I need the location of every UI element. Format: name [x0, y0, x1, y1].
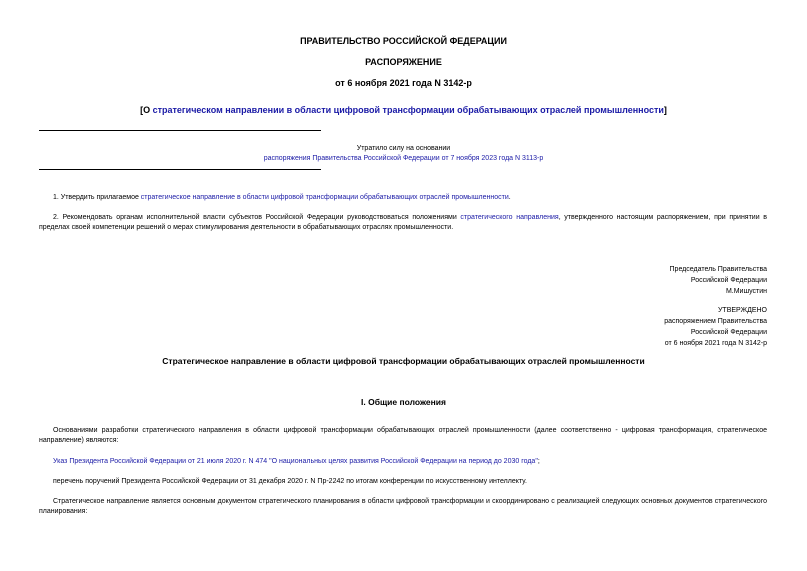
intro-paragraph: Основаниями разработки стратегического направления в области цифровой трансформации обрабатывающих отраслей промышленности (далее соответственно - цифровая трансформация, стратегическое направление) являются:	[39, 427, 767, 444]
ukaz-item	[39, 457, 767, 467]
repeal-link[interactable]: распоряжения Правительства Российской Федерации от 7 ноября 2023 года N 3113-р	[263, 155, 544, 162]
paragraph-1	[39, 193, 767, 203]
government-heading: ПРАВИТЕЛЬСТВО РОССИЙСКОЙ ФЕДЕРАЦИИ	[300, 36, 507, 46]
approval-date: от 6 ноября 2021 года N 3142-р	[664, 340, 767, 347]
document-type: РАСПОРЯЖЕНИЕ	[365, 57, 442, 67]
approval-country: Российской Федерации	[690, 329, 767, 336]
document-title	[0, 105, 807, 115]
paragraph-2-end: , утвержденного настоящим распоряжением, при принятии в пределах своей компетенции решений о мерах стимулирования деятельности в обрабатывающих отраслях промышленности.	[39, 214, 767, 231]
ukaz-item-end: ;	[537, 458, 540, 465]
approval-block	[664, 305, 767, 349]
paragraph-2-text: 2. Рекомендовать органам исполнительной власти субъектов Российской Федерации руководствоваться положениями	[53, 214, 461, 221]
paragraph-1-text: 1. Утвердить прилагаемое	[53, 194, 141, 201]
paragraph-2	[39, 213, 767, 233]
paragraph-1-end: .	[508, 194, 511, 201]
divider-bottom	[39, 169, 321, 170]
divider-top	[39, 130, 321, 131]
main-doc-paragraph: Стратегическое направление является основным документом стратегического планирования в области цифровой трансформации и скоординировано с реализацией следующих основных документов стратегического планирования:	[39, 498, 767, 515]
strategy-link[interactable]: стратегическое направление в области цифровой трансформации обрабатывающих отраслей промышленности	[140, 194, 509, 201]
perechen-item: перечень поручений Президента Российской Федерации от 31 декабря 2020 г. N Пр-2242 по итогам конференции по искусственному интеллекту.	[53, 478, 527, 485]
signature-name: М.Мишустин	[725, 288, 767, 295]
title-bracket-close: ]	[663, 105, 667, 115]
approval-by: распоряжением Правительства	[664, 318, 767, 325]
repeal-note: Утратило силу на основании	[356, 145, 451, 152]
title-link[interactable]: стратегическом направлении в области цифровой трансформации обрабатывающих отраслей промышленности	[152, 105, 664, 115]
ukaz-link[interactable]: Указ Президента Российской Федерации от 21 июля 2020 г. N 474 "О национальных целях развития Российской Федерации на период до 2030 года"	[53, 458, 538, 465]
title-bracket-open: [О	[140, 105, 153, 115]
strategy-title: Стратегическое направление в области цифровой трансформации обрабатывающих отраслей промышленности	[162, 356, 645, 366]
signature-country: Российской Федерации	[690, 277, 767, 284]
document-date-number: от 6 ноября 2021 года N 3142-р	[335, 78, 472, 88]
approval-heading: УТВЕРЖДЕНО	[717, 307, 767, 314]
strategic-direction-link[interactable]: стратегического направления	[460, 214, 559, 221]
signature-position: Председатель Правительства	[669, 266, 767, 273]
signature-block	[670, 264, 767, 297]
section-heading: I. Общие положения	[361, 397, 446, 407]
